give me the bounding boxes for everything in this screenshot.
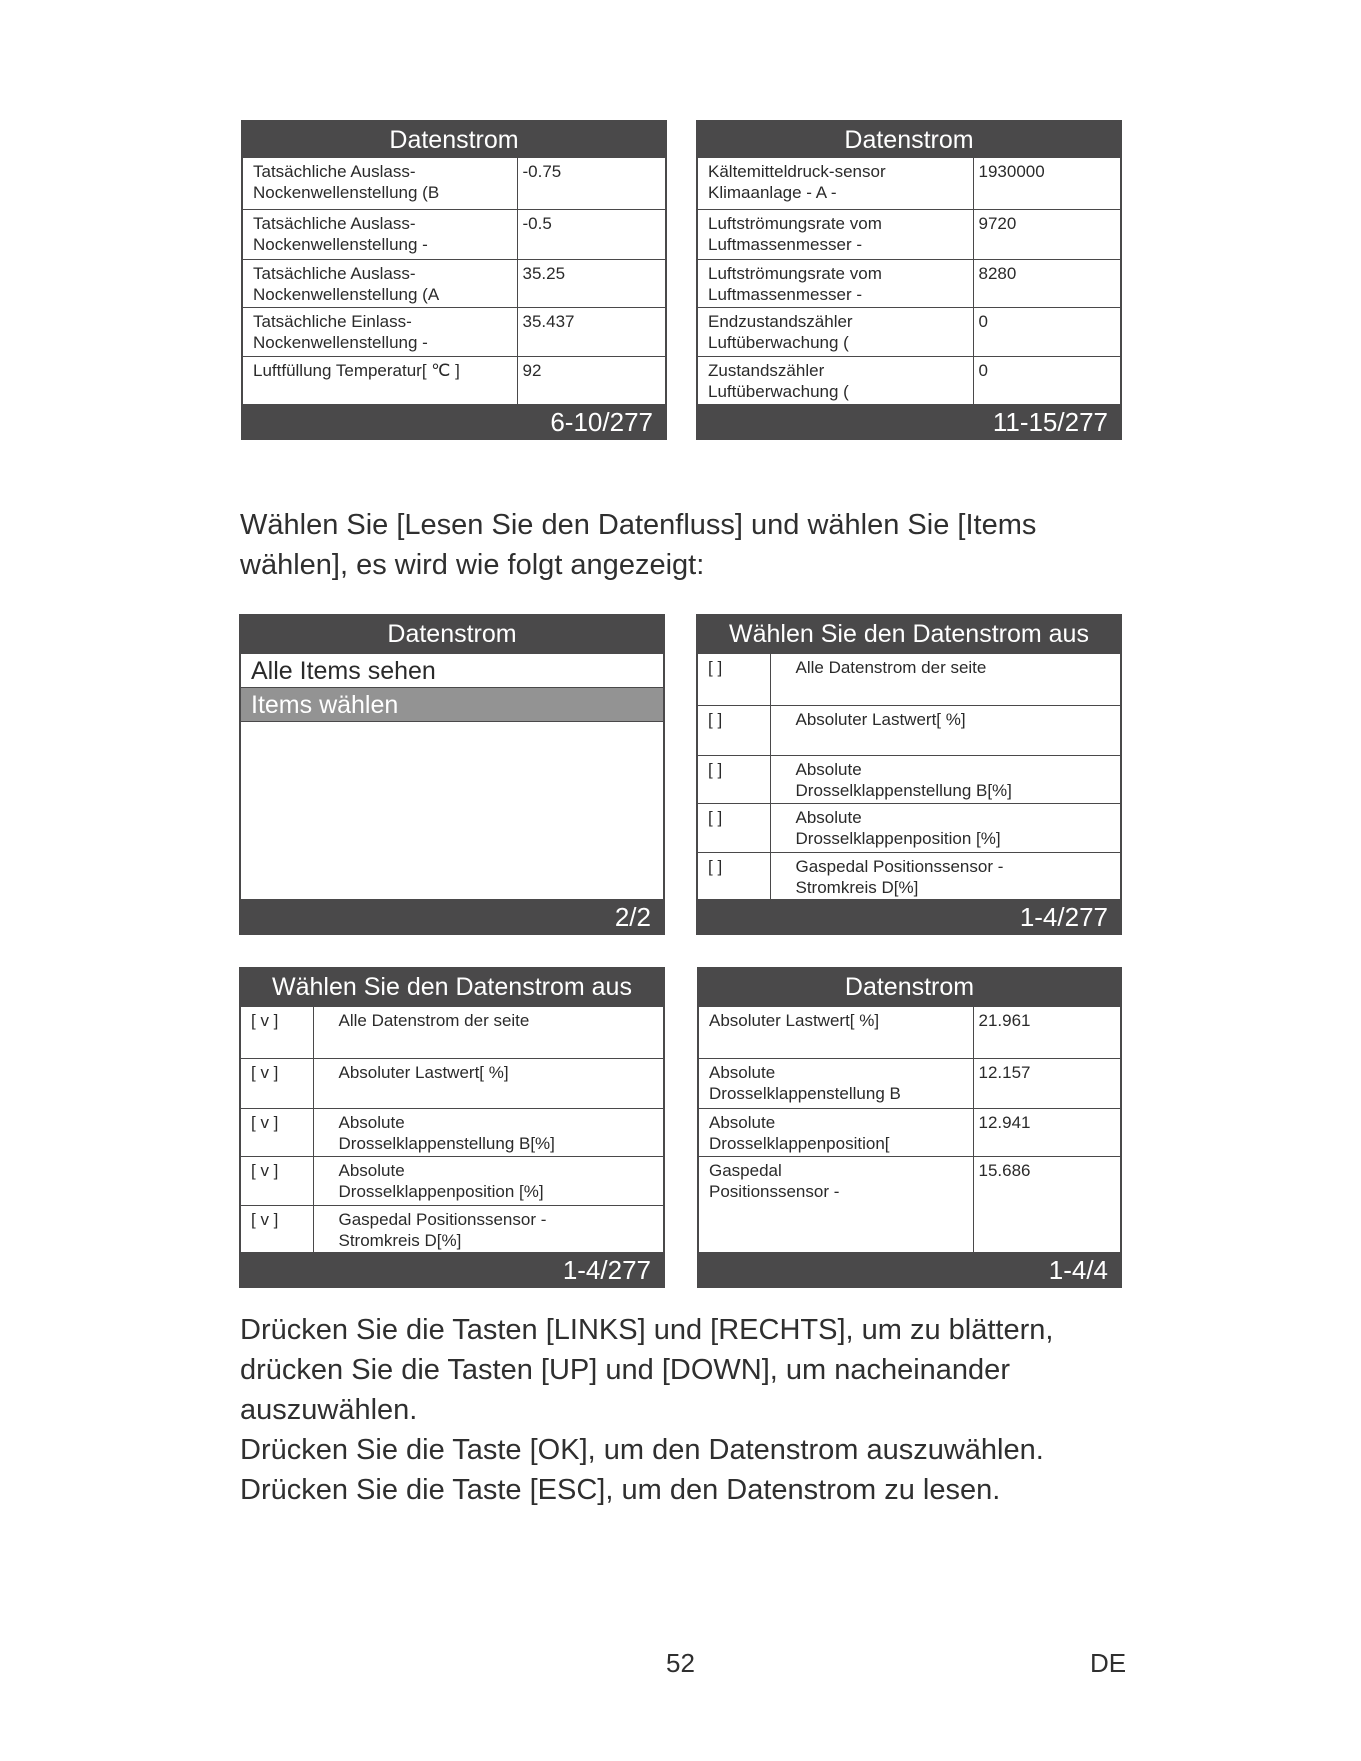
instruction-block [240,1310,1140,1510]
table-row [699,1058,1120,1108]
table-row [243,158,665,209]
selectable-row[interactable] [241,1205,663,1252]
instruction-line: Drücken Sie die Taste [OK], um den Datenstrom auszuwählen. [240,1434,1044,1466]
instruction-line: drücken Sie die Tasten [UP] und [DOWN], um nacheinander [240,1354,1010,1386]
data-table [699,1007,1120,1252]
parameter-name: Luftströmungsrate vom Luftmassenmesser - [698,209,973,259]
checkbox[interactable]: [ ] [698,852,770,899]
parameter-value: 12.157 [973,1058,1120,1108]
table-row [698,307,1120,356]
table-row [243,307,665,356]
screen-datenstrom-selected-values [697,967,1122,1288]
data-table [698,158,1120,404]
table-row [699,1007,1120,1058]
checkbox[interactable]: [ v ] [241,1007,313,1058]
checkbox[interactable]: [ ] [698,803,770,852]
selectable-row[interactable] [241,1108,663,1156]
selectable-row[interactable] [241,1058,663,1108]
parameter-value: 0 [978,360,988,380]
parameter-value: 92 [522,360,542,380]
screen-datenstrom-menu [239,614,665,935]
instruction-line: Drücken Sie die Tasten [LINKS] und [RECHTS], um zu blättern, [240,1314,1054,1346]
screen-title: Wählen Sie den Datenstrom aus [272,973,632,1001]
checkbox[interactable]: [ ] [698,755,770,803]
selectable-row[interactable] [698,705,1120,755]
datastream-name: Gaspedal Positionssensor - Stromkreis D[%] [795,856,1004,897]
screen-title: Wählen Sie den Datenstrom aus [729,620,1089,648]
parameter-name: Luftströmungsrate vom Luftmassenmesser - [698,259,973,307]
menu-list [241,654,663,899]
parameter-value: 12.941 [973,1108,1120,1156]
selectable-row[interactable] [698,654,1120,705]
parameter-value: -0.75 [517,158,665,209]
table-row [698,209,1120,259]
datastream-name: Alle Datenstrom der seite [770,654,1120,705]
parameter-name: Absolute Drosselklappenposition[ [699,1108,973,1156]
checkbox[interactable]: [ ] [698,705,770,755]
checkbox[interactable]: [ v ] [241,1205,313,1252]
checkbox[interactable]: [ ] [698,654,770,705]
menu-item[interactable]: Alle Items sehen [241,654,663,688]
datastream-name: Gaspedal Positionssensor - Stromkreis D[%] [338,1209,547,1250]
screen-title: Datenstrom [387,620,517,648]
table-row [698,356,1120,404]
checkbox[interactable]: [ v ] [241,1156,313,1205]
datastream-name: Absoluter Lastwert[ %] [313,1058,663,1108]
parameter-value: -0.5 [517,209,665,259]
parameter-value: 15.686 [978,1160,1031,1180]
checkbox[interactable]: [ v ] [241,1058,313,1108]
parameter-value: 1930000 [973,158,1120,209]
table-row [698,158,1120,209]
screen-title: Datenstrom [844,126,974,154]
screen-datenstrom-values-2 [696,120,1122,440]
datastream-name: Absolute Drosselklappenposition [%] [770,803,1120,852]
parameter-name: Tatsächliche Auslass- Nockenwellenstellung (B [243,158,517,209]
datastream-name: Absolute Drosselklappenstellung B[%] [770,755,1120,803]
selection-table [698,654,1120,899]
parameter-value: 35.437 [517,307,665,356]
selectable-row[interactable] [698,755,1120,803]
table-row [699,1156,1120,1252]
selectable-row[interactable] [241,1156,663,1205]
selectable-row[interactable] [241,1007,663,1058]
parameter-value: 9720 [973,209,1120,259]
parameter-name: Gaspedal Positionssensor - [699,1156,973,1252]
parameter-value: 0 [973,307,1120,356]
table-row [243,259,665,307]
selectable-row[interactable] [698,852,1120,899]
screen-title: Datenstrom [389,126,519,154]
parameter-value: 35.25 [517,259,665,307]
parameter-name: Endzustandszähler Luftüberwachung ( [698,307,973,356]
instruction-line: Drücken Sie die Taste [ESC], um den Datenstrom zu lesen. [240,1474,1001,1506]
screen-title: Datenstrom [844,973,975,1001]
parameter-name: Tatsächliche Auslass- Nockenwellenstellung - [243,209,517,259]
datastream-name: Absoluter Lastwert[ %] [770,705,1120,755]
selectable-row[interactable] [698,803,1120,852]
parameter-value: 21.961 [973,1007,1120,1058]
language-code: DE [1090,1648,1127,1678]
instruction-paragraph: Wählen Sie [Lesen Sie den Datenfluss] und wählen Sie [Items wählen], es wird wie folgt angezeigt: [240,509,1037,581]
parameter-name: Tatsächliche Einlass- Nockenwellenstellung - [243,307,517,356]
menu-item[interactable]: Items wählen [241,688,663,722]
data-table [243,158,665,404]
page-number: 52 [666,1648,695,1678]
parameter-name: Tatsächliche Auslass- Nockenwellenstellung (A [243,259,517,307]
table-row [243,209,665,259]
parameter-name: Kältemitteldruck-sensor Klimaanlage - A - [698,158,973,209]
parameter-value: 8280 [973,259,1120,307]
page-counter: 11-15/277 [992,407,1108,437]
parameter-name: Absolute Drosselklappenstellung B [699,1058,973,1108]
parameter-name: Zustandszähler Luftüberwachung ( [698,356,973,404]
page-counter: 1-4/4 [1048,1255,1108,1285]
instruction-line: auszuwählen. [240,1394,418,1426]
selection-table [241,1007,663,1252]
parameter-name: Absoluter Lastwert[ %] [699,1007,973,1058]
page-counter: 1-4/277 [1019,902,1108,932]
screen-datenstrom-values-1 [241,120,667,440]
table-row [698,259,1120,307]
datastream-name: Absolute Drosselklappenposition [%] [313,1156,663,1205]
page-counter: 6-10/277 [550,407,653,437]
datastream-name: Alle Datenstrom der seite [313,1007,663,1058]
screen-select-datastream-checked [239,967,665,1288]
checkbox[interactable]: [ v ] [241,1108,313,1156]
table-row [699,1108,1120,1156]
page-counter: 2/2 [614,902,651,932]
page-counter: 1-4/277 [562,1255,651,1285]
table-row [243,356,665,404]
datastream-name: Absolute Drosselklappenstellung B[%] [313,1108,663,1156]
screen-select-datastream-unchecked [696,614,1122,935]
parameter-name: Luftfüllung Temperatur[ ℃ ] [243,356,517,404]
